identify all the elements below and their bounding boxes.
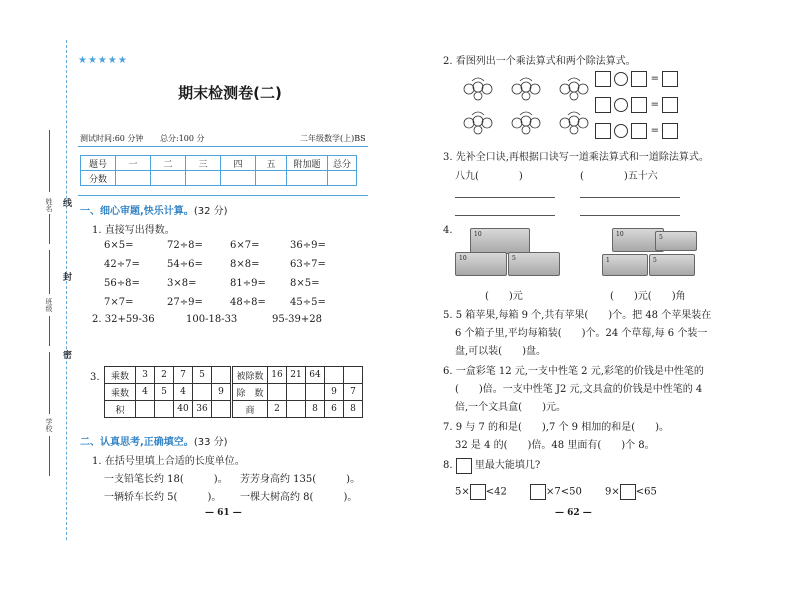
q1-item: 6×7= — [230, 240, 260, 251]
answer-box[interactable] — [662, 123, 678, 139]
banknote-image — [655, 231, 697, 251]
q1-item: 6×5= — [104, 240, 134, 251]
answer-box[interactable] — [470, 484, 486, 500]
binding-label-class: 班级 — [45, 298, 53, 312]
binding-line-class-2 — [49, 316, 50, 346]
r-q8-question: 里最大能填几? — [474, 460, 541, 471]
operator-circle[interactable] — [614, 98, 628, 112]
multiplication-table — [104, 366, 231, 418]
q1-item: 27÷9= — [167, 297, 203, 308]
r-q4-answer-yuan: ( )元 — [485, 291, 523, 302]
banknote-image — [508, 252, 560, 276]
binding-line-name — [49, 130, 50, 192]
score-cell[interactable] — [186, 171, 221, 186]
equals-sign: = — [650, 73, 659, 85]
q1-item: 8×5= — [290, 278, 320, 289]
mult-cell: 4 — [136, 384, 155, 401]
answer-box[interactable] — [595, 97, 611, 113]
mult-cell: 4 — [174, 384, 193, 401]
division-table — [232, 366, 363, 418]
mult-cell: 3 — [136, 367, 155, 384]
answer-box[interactable] — [456, 458, 472, 474]
exam-edition: 二年级数学(上)BS — [300, 134, 366, 143]
score-table-header-row — [81, 156, 357, 171]
answer-line[interactable] — [455, 197, 555, 198]
div-cell: 2 — [268, 401, 287, 418]
mult-row — [105, 401, 231, 418]
mult-cell[interactable] — [212, 401, 231, 418]
banknote-value: 10 — [474, 231, 482, 238]
r-q7-line: 7. 9 与 7 的和是( ),7 个 9 相加的和是( )。 — [443, 422, 670, 433]
answer-line[interactable] — [580, 215, 680, 216]
banknote-value: 10 — [616, 231, 624, 238]
banknote-image — [455, 252, 507, 276]
div-row — [233, 384, 363, 401]
mult-cell: 乘数 — [105, 367, 136, 384]
div-cell: 7 — [344, 384, 363, 401]
r-q6-line: ( )倍。一支中性笔 J2 元,文具盒的价钱是中性笔的 4 — [455, 384, 703, 395]
q1-item: 63÷7= — [290, 259, 326, 270]
q1-item: 36÷9= — [290, 240, 326, 251]
score-cell[interactable] — [151, 171, 186, 186]
answer-box[interactable] — [631, 71, 647, 87]
binding-line-class — [49, 250, 50, 294]
r-q4-answer-yuan-jiao: ( )元( )角 — [610, 291, 686, 302]
section2-points: (33 分) — [193, 437, 228, 448]
mult-cell: 36 — [193, 401, 212, 418]
fill1-item: 芳芳身高约 135( )。 — [240, 474, 361, 485]
q1-item: 54÷6= — [167, 259, 203, 270]
fill1-item: 一辆轿车长约 5( )。 — [104, 492, 222, 503]
mult-cell: 9 — [212, 384, 231, 401]
div-cell[interactable] — [287, 401, 306, 418]
q1-item: 42÷7= — [104, 259, 140, 270]
r-q8-item-post: <65 — [635, 486, 657, 498]
score-table-score-row — [81, 171, 357, 186]
mult-cell: 乘数 — [105, 384, 136, 401]
q1-item: 45÷5= — [290, 297, 326, 308]
q1-item: 8×8= — [230, 259, 260, 270]
bell-ornament-picture — [462, 75, 602, 137]
bell-group-icon — [464, 78, 492, 100]
answer-line[interactable] — [455, 215, 555, 216]
binding-line-school-2 — [49, 436, 50, 476]
q1-item: 56÷8= — [104, 278, 140, 289]
score-row-label: 分数 — [81, 171, 116, 186]
div-cell: 6 — [325, 401, 344, 418]
r-q8-item — [605, 484, 657, 500]
binding-mark-mi: 密 — [61, 350, 71, 359]
score-header-cell: 五 — [256, 156, 287, 171]
bell-group-icon — [464, 112, 492, 134]
binding-mark-xian: 线 — [61, 198, 71, 207]
answer-box[interactable] — [595, 123, 611, 139]
banknote-value: 5 — [512, 255, 516, 262]
page-number-right: — 62 — — [555, 508, 592, 518]
banknote-value: 1 — [606, 257, 610, 264]
score-table — [80, 155, 357, 186]
header-rule — [78, 146, 368, 147]
bell-group-icon — [512, 78, 540, 100]
equation-row-1 — [595, 71, 678, 87]
q2-item: 100-18-33 — [186, 314, 238, 325]
div-cell: 16 — [268, 367, 287, 384]
section2-title: 二、认真思考,正确填空。 — [80, 437, 194, 448]
q1-label: 1. 直接写出得数。 — [92, 225, 175, 236]
q3-label: 3. — [90, 372, 100, 383]
banknote-value: 10 — [459, 255, 467, 262]
binding-line-name-2 — [49, 214, 50, 244]
r-q8-item-post: ×7<50 — [546, 486, 582, 498]
binding-line-school — [49, 352, 50, 414]
q1-item: 3×8= — [167, 278, 197, 289]
mult-cell[interactable] — [212, 367, 231, 384]
score-header-cell: 一 — [116, 156, 151, 171]
mult-cell: 40 — [174, 401, 193, 418]
mult-cell: 积 — [105, 401, 136, 418]
div-cell: 9 — [325, 384, 344, 401]
div-cell[interactable] — [268, 384, 287, 401]
equals-sign: = — [650, 125, 659, 137]
div-cell: 除 数 — [233, 384, 268, 401]
q1-item: 72÷8= — [167, 240, 203, 251]
r-q7-line: 32 是 4 的( )倍。48 里面有( )个 8。 — [455, 440, 655, 451]
section2-heading — [80, 433, 228, 448]
r-q8-item — [455, 484, 507, 500]
r-q8-item-post: <42 — [485, 486, 507, 498]
binding-dashed-line — [66, 40, 67, 540]
equation-row-2 — [595, 97, 678, 113]
exam-title: 期末检测卷(二) — [178, 84, 282, 102]
answer-box[interactable] — [631, 123, 647, 139]
div-row — [233, 367, 363, 384]
fill1-label: 1. 在括号里填上合适的长度单位。 — [92, 456, 245, 467]
fill1-item: 一支铅笔长约 18( )。 — [104, 474, 228, 485]
operator-circle[interactable] — [614, 72, 628, 86]
score-header-cell: 四 — [221, 156, 256, 171]
banknote-value: 5 — [659, 234, 663, 241]
score-cell[interactable] — [116, 171, 151, 186]
operator-circle[interactable] — [614, 124, 628, 138]
answer-box[interactable] — [631, 97, 647, 113]
r-q5-line: 6 个箱子里,平均每箱装( )个。24 个草莓,每 6 个装一 — [455, 328, 708, 339]
mult-cell[interactable] — [193, 384, 212, 401]
r-q6-line: 倍,一个文具盒( )元。 — [455, 402, 566, 413]
mult-cell[interactable] — [155, 401, 174, 418]
r-q5-line: 盘,可以装( )盘。 — [455, 346, 546, 357]
score-cell[interactable] — [221, 171, 256, 186]
answer-box[interactable] — [662, 71, 678, 87]
bell-group-icon — [560, 112, 588, 134]
r-q5-line: 5. 5 箱苹果,每箱 9 个,共有苹果( )个。把 48 个苹果装在 — [443, 310, 712, 321]
banknote-image — [649, 254, 695, 276]
equals-sign: = — [650, 99, 659, 111]
answer-box[interactable] — [620, 484, 636, 500]
section1-points: (32 分) — [193, 206, 228, 217]
banknote-image — [470, 228, 530, 254]
div-cell[interactable] — [306, 384, 325, 401]
r-q3-label: 3. 先补全口诀,再根据口诀写一道乘法算式和一道除法算式。 — [443, 152, 709, 163]
mult-cell: 2 — [155, 367, 174, 384]
exam-total-score: 总分:100 分 — [160, 134, 205, 143]
div-cell[interactable] — [344, 367, 363, 384]
r-q8-label — [443, 456, 540, 474]
banknote-image — [602, 254, 648, 276]
mult-cell: 5 — [155, 384, 174, 401]
binding-mark-feng: 封 — [61, 272, 71, 281]
fill1-item: 一棵大树高约 8( )。 — [240, 492, 358, 503]
score-header-cell: 二 — [151, 156, 186, 171]
r-q2-label: 2. 看图列出一个乘法算式和两个除法算式。 — [443, 56, 636, 67]
answer-box[interactable] — [595, 71, 611, 87]
r-q8-item-pre: 5× — [455, 486, 470, 498]
div-cell: 商 — [233, 401, 268, 418]
q1-item: 81÷9= — [230, 278, 266, 289]
score-cell[interactable] — [287, 171, 328, 186]
mult-row — [105, 384, 231, 401]
r-q8-number: 8. — [443, 460, 453, 471]
div-cell: 8 — [344, 401, 363, 418]
div-row — [233, 401, 363, 418]
div-cell: 被除数 — [233, 367, 268, 384]
bell-group-icon — [560, 78, 588, 100]
r-q4-label: 4. — [443, 225, 453, 236]
div-cell: 8 — [306, 401, 325, 418]
bell-group-icon — [512, 112, 540, 134]
div-cell[interactable] — [325, 367, 344, 384]
exam-time: 测试时间:60 分钟 — [80, 134, 144, 143]
section-rule-top — [78, 195, 368, 196]
q1-item: 7×7= — [104, 297, 134, 308]
answer-line[interactable] — [580, 197, 680, 198]
r-q8-item-pre: 9× — [605, 486, 620, 498]
q1-item: 48÷8= — [230, 297, 266, 308]
rating-stars: ★★★★★ — [78, 55, 128, 66]
section1-title: 一、细心审题,快乐计算。 — [80, 206, 194, 217]
mult-cell[interactable] — [136, 401, 155, 418]
r-q6-line: 6. 一盒彩笔 12 元,一支中性笔 2 元,彩笔的价钱是中性笔的 — [443, 366, 704, 377]
score-header-cell: 附加题 — [287, 156, 328, 171]
answer-box[interactable] — [662, 97, 678, 113]
binding-label-school: 学校 — [45, 418, 53, 432]
q2-item: 2. 32+59-36 — [92, 314, 155, 325]
mult-cell: 7 — [174, 367, 193, 384]
mult-cell: 5 — [193, 367, 212, 384]
page-number-left: — 61 — — [205, 508, 242, 518]
div-cell[interactable] — [287, 384, 306, 401]
div-cell: 21 — [287, 367, 306, 384]
score-header-cell: 总分 — [328, 156, 357, 171]
q2-item: 95-39+28 — [272, 314, 322, 325]
binding-label-name: 姓名 — [45, 198, 53, 212]
div-cell: 64 — [306, 367, 325, 384]
banknote-value: 5 — [653, 257, 657, 264]
equation-row-3 — [595, 123, 678, 139]
score-cell[interactable] — [328, 171, 357, 186]
score-header-cell: 题号 — [81, 156, 116, 171]
r-q3-left: 八九( ) — [455, 171, 523, 182]
mult-row — [105, 367, 231, 384]
score-cell[interactable] — [256, 171, 287, 186]
answer-box[interactable] — [530, 484, 546, 500]
r-q3-right: ( )五十六 — [580, 171, 658, 182]
score-header-cell: 三 — [186, 156, 221, 171]
r-q8-item — [530, 484, 582, 500]
section1-heading — [80, 202, 228, 217]
